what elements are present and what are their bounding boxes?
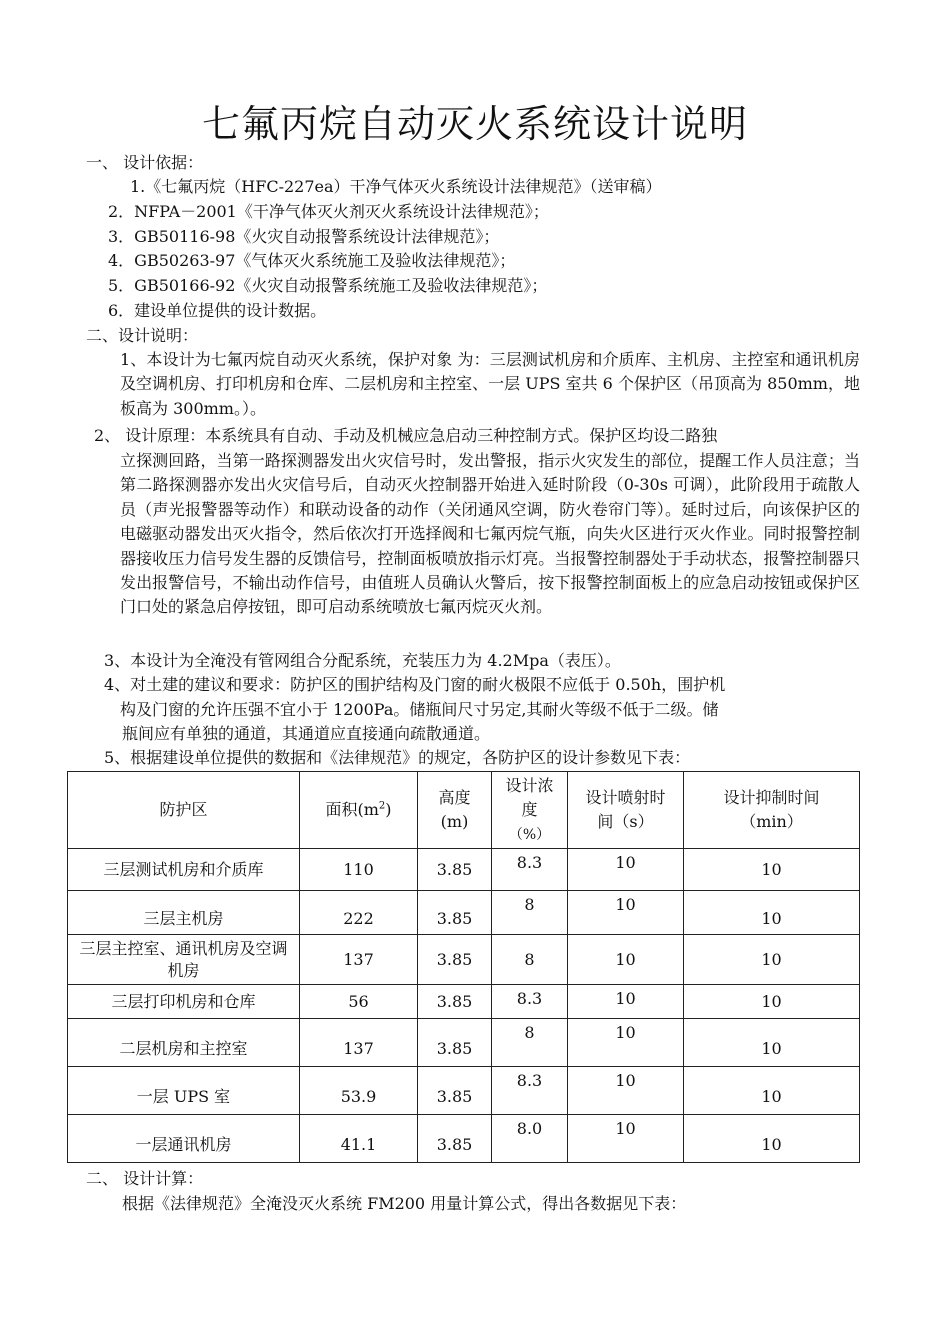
cell-area: 137: [300, 935, 418, 985]
cell-height: 3.85: [418, 1067, 492, 1115]
cell-height: 3.85: [418, 935, 492, 985]
description-paragraph-4: 构及门窗的允许压强不宜小于 1200Pa。储瓶间尺寸另定,其耐火等级不低于二级。储: [120, 700, 719, 719]
table-row: [68, 985, 860, 1019]
cell-suppression-time: 10: [684, 1067, 860, 1115]
cell-concentration: 8: [492, 891, 568, 935]
description-paragraph-1: 1、本设计为七氟丙烷自动灭火系统，保护对象 为：三层测试机房和介质库、主机房、主控室和通讯机房及空调机房、打印机房和仓库、二层机房和主控室、一层 UPS 室共 6 个保护区（吊顶高为 850mm，地板高为 300mm。）。: [120, 350, 860, 418]
description-paragraph-5: 5、根据建设单位提供的数据和《法律规范》的规定，各防护区的设计参数见下表：: [104, 748, 691, 767]
cell-spray-time: 10: [568, 935, 684, 985]
cell-area: 53.9: [300, 1067, 418, 1115]
basis-item: 4．GB50263-97《气体灭火系统施工及验收法律规范》；: [108, 251, 516, 270]
table-row: [68, 1067, 860, 1115]
cell-concentration: 8.3: [492, 849, 568, 891]
cell-zone: 三层打印机房和仓库: [68, 985, 300, 1019]
cell-suppression-time: 10: [684, 1019, 860, 1067]
basis-item: 6．建设单位提供的设计数据。: [108, 301, 327, 320]
cell-height: 3.85: [418, 985, 492, 1019]
cell-spray-time: 10: [568, 1019, 684, 1067]
cell-spray-time: 10: [568, 1115, 684, 1163]
cell-concentration: 8: [492, 935, 568, 985]
header-zone: 防护区: [68, 772, 300, 849]
header-suppression-time: 设计抑制时间 （min）: [684, 772, 860, 849]
cell-height: 3.85: [418, 849, 492, 891]
cell-spray-time: 10: [568, 849, 684, 891]
table-row: [68, 1019, 860, 1067]
header-concentration: 设计浓 度 （%）: [492, 772, 568, 849]
cell-zone: 三层测试机房和介质库: [68, 849, 300, 891]
cell-height: 3.85: [418, 891, 492, 935]
cell-zone: 二层机房和主控室: [68, 1019, 300, 1067]
cell-spray-time: 10: [568, 1067, 684, 1115]
cell-spray-time: 10: [568, 891, 684, 935]
cell-suppression-time: 10: [684, 1115, 860, 1163]
cell-area: 137: [300, 1019, 418, 1067]
section-heading-basis: 一、 设计依据：: [86, 153, 204, 172]
basis-item: 3．GB50116-98《火灾自动报警系统设计法律规范》；: [108, 227, 500, 246]
cell-height: 3.85: [418, 1019, 492, 1067]
table-row: [68, 1115, 860, 1163]
document-title: 七氟丙烷自动灭火系统设计说明: [201, 102, 748, 146]
basis-item: 1.《七氟丙烷（HFC-227ea）干净气体灭火系统设计法律规范》（送审稿）: [130, 177, 662, 196]
section-heading-description: 二、设计说明：: [86, 326, 199, 345]
cell-area: 222: [300, 891, 418, 935]
cell-concentration: 8.3: [492, 1067, 568, 1115]
cell-concentration: 8: [492, 1019, 568, 1067]
cell-zone: 一层 UPS 室: [68, 1067, 300, 1115]
description-paragraph-2: 立探测回路，当第一路探测器发出火灾信号时，发出警报，指示火灾发生的部位，提醒工作人员注意；当第二路探测器亦发出火灾信号后，自动灭火控制器开始进入延时阶段（0-30s 可调），此阶段用于疏散人员（声光报警器等动作）和联动设备的动作（关闭通风空调，防火卷帘门等）。延时过后，向该保护区的电磁驱动器发出灭火指令，然后依次打开选择阀和七氟丙烷气瓶，向失火区进行灭火作业。同时报警控制器接收压力信号发生器的反馈信号，控制面板喷放指示灯亮。当报警控制器处于手动状态，报警控制器只发出报警信号，不输出动作信号，由值班人员确认火警后，按下报警控制面板上的应急启动按钮或保护区门口处的紧急启停按钮，即可启动系统喷放七氟丙烷灭火剂。: [120, 451, 860, 617]
cell-zone: 一层通讯机房: [68, 1115, 300, 1163]
section-heading-calculation: 二、 设计计算：: [86, 1169, 204, 1188]
cell-spray-time: 10: [568, 985, 684, 1019]
cell-height: 3.85: [418, 1115, 492, 1163]
description-paragraph-4: 瓶间应有单独的通道，其通道应直接通向疏散通道。: [122, 724, 491, 743]
description-paragraph-4: 4、对土建的建议和要求：防护区的围护结构及门窗的耐火极限不应低于 0.50h，围护机: [104, 675, 726, 694]
cell-area: 110: [300, 849, 418, 891]
cell-concentration: 8.0: [492, 1115, 568, 1163]
design-parameters-table: [67, 771, 860, 1163]
table-row: [68, 849, 860, 891]
table-row: [68, 935, 860, 985]
description-paragraph-3: 3、本设计为全淹没有管网组合分配系统，充装压力为 4.2Mpa（表压）。: [104, 651, 621, 670]
table-row: [68, 891, 860, 935]
cell-suppression-time: 10: [684, 985, 860, 1019]
cell-suppression-time: 10: [684, 849, 860, 891]
header-spray-time: 设计喷射时 间（s）: [568, 772, 684, 849]
table-header-row: [68, 772, 860, 849]
basis-item: 5．GB50166-92《火灾自动报警系统施工及验收法律规范》；: [108, 276, 548, 295]
header-height: 高度 (m): [418, 772, 492, 849]
cell-zone: 三层主机房: [68, 891, 300, 935]
cell-concentration: 8.3: [492, 985, 568, 1019]
header-area: 面积$(m^2)$: [300, 772, 418, 849]
description-paragraph-2-first-line: 2、 设计原理：本系统具有自动、手动及机械应急启动三种控制方式。保护区均设二路独: [94, 426, 718, 445]
cell-suppression-time: 10: [684, 891, 860, 935]
calculation-text: 根据《法律规范》全淹没灭火系统 FM200 用量计算公式，得出各数据见下表：: [122, 1194, 687, 1213]
cell-area: 56: [300, 985, 418, 1019]
basis-item: 2．NFPA－2001《干净气体灭火剂灭火系统设计法律规范》；: [108, 202, 549, 221]
cell-zone: 三层主控室、通讯机房及空调机房: [68, 935, 300, 985]
cell-area: 41.1: [300, 1115, 418, 1163]
cell-suppression-time: 10: [684, 935, 860, 985]
